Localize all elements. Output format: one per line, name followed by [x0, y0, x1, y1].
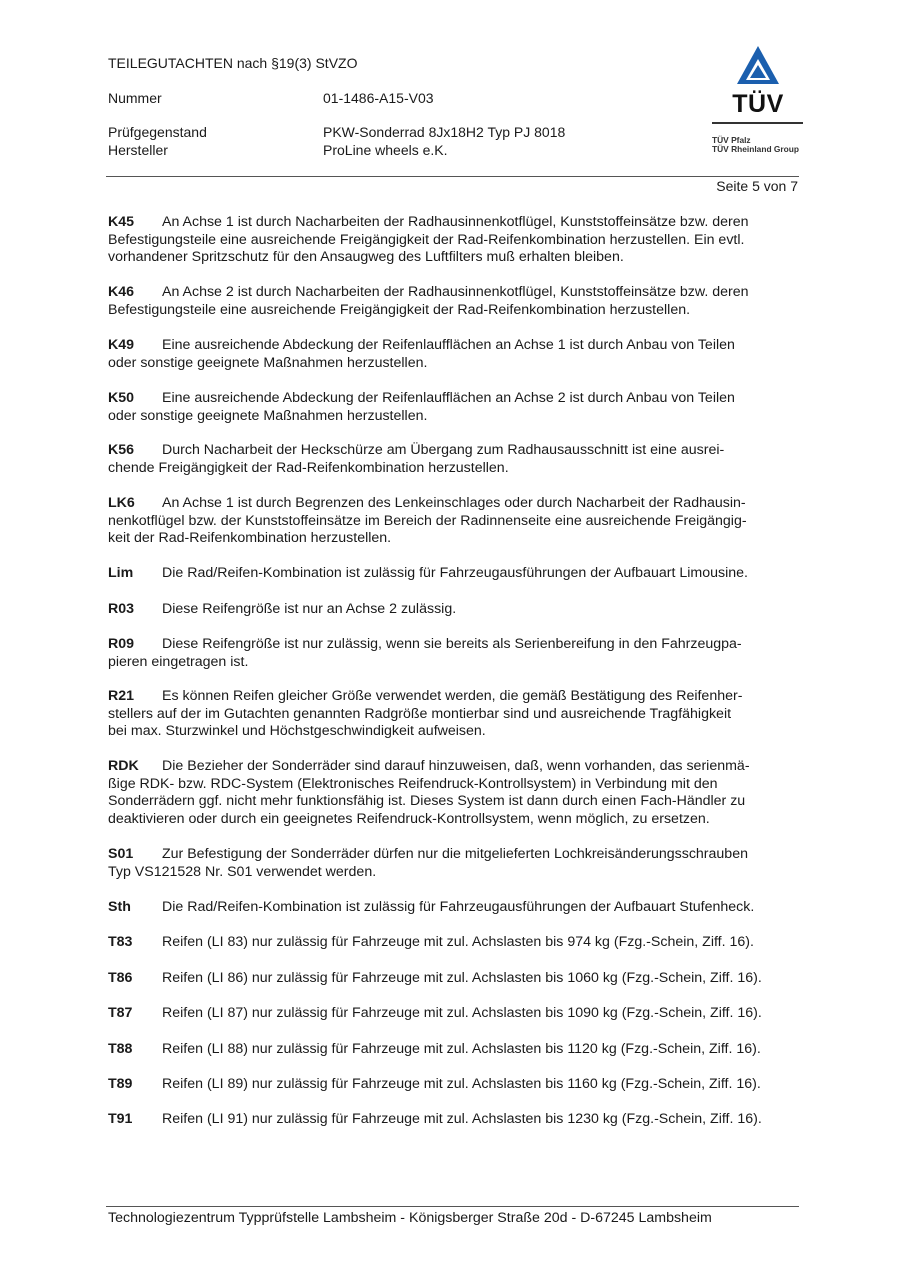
note-code: R03	[108, 601, 135, 617]
note-item	[108, 688, 798, 741]
note-item	[108, 1076, 798, 1094]
logo-line-2: TÜV Rheinland Group	[712, 144, 800, 154]
note-text: bei max. Sturzwinkel und Höchstgeschwindigkeit aufweisen.	[108, 723, 486, 739]
note-text: Eine ausreichende Abdeckung der Reifenlaufflächen an Achse 1 ist durch Anbau von Teilen	[162, 337, 735, 353]
note-code: K46	[108, 284, 135, 300]
logo-line-1: TÜV Pfalz	[712, 135, 751, 145]
note-text: Die Rad/Reifen-Kombination ist zulässig für Fahrzeugausführungen der Aufbauart Stufenheck.	[162, 899, 755, 915]
note-text: An Achse 1 ist durch Nacharbeiten der Radhausinnenkotflügel, Kunststoffeinsätze bzw. deren	[162, 214, 749, 230]
note-code: RDK	[108, 758, 139, 774]
note-text: keit der Rad-Reifenkombination herzustellen.	[108, 530, 392, 546]
note-text: stellers auf der im Gutachten genannten Radgröße montierbar sind und ausreichende Tragfähigkeit	[108, 705, 732, 722]
note-line	[108, 232, 798, 250]
note-text: oder sonstige geeignete Maßnahmen herzustellen.	[108, 407, 428, 424]
number-label: Nummer	[108, 90, 162, 106]
note-line	[108, 846, 798, 864]
subject-label: Prüfgegenstand	[108, 124, 207, 140]
note-line	[108, 934, 798, 952]
note-item	[108, 1111, 798, 1129]
note-item	[108, 565, 798, 583]
note-text: nenkotflügel bzw. der Kunststoffeinsätze im Bereich der Radinnenseite eine ausreichende Freigängig-	[108, 512, 747, 529]
note-item	[108, 214, 798, 267]
note-text: Reifen (LI 86) nur zulässig für Fahrzeuge mit zul. Achslasten bis 1060 kg (Fzg.-Schein, Ziff. 16).	[162, 970, 762, 986]
note-line	[108, 249, 798, 267]
note-line	[108, 811, 798, 829]
note-line	[108, 1041, 798, 1059]
note-text: Reifen (LI 88) nur zulässig für Fahrzeuge mit zul. Achslasten bis 1120 kg (Fzg.-Schein, Ziff. 16).	[162, 1041, 761, 1057]
note-code: T91	[108, 1111, 133, 1127]
note-line	[108, 1005, 798, 1023]
note-item	[108, 970, 798, 988]
tuv-logo	[712, 44, 804, 156]
note-item	[108, 1005, 798, 1023]
note-line	[108, 636, 798, 654]
note-code: K49	[108, 337, 135, 353]
note-line	[108, 495, 798, 513]
note-item	[108, 758, 798, 828]
note-line	[108, 601, 798, 619]
footer-address: Technologiezentrum Typprüfstelle Lambsheim - Königsberger Straße 20d - D-67245 Lambsheim	[108, 1210, 712, 1226]
note-text: Durch Nacharbeit der Heckschürze am Übergang zum Radhausausschnitt ist eine ausrei-	[162, 442, 725, 458]
note-code: K45	[108, 214, 135, 230]
logo-divider	[712, 122, 803, 124]
note-text: Reifen (LI 83) nur zulässig für Fahrzeuge mit zul. Achslasten bis 974 kg (Fzg.-Schein, Ziff. 16).	[162, 934, 754, 950]
note-text: Diese Reifengröße ist nur an Achse 2 zulässig.	[162, 601, 457, 617]
manufacturer-label: Hersteller	[108, 142, 168, 158]
note-text: Die Bezieher der Sonderräder sind darauf hinzuweisen, daß, wenn vorhanden, das serienmä-	[162, 758, 750, 774]
note-line	[108, 723, 798, 741]
note-line	[108, 654, 798, 672]
note-code: T88	[108, 1041, 133, 1057]
note-line	[108, 776, 798, 794]
note-code: T83	[108, 934, 133, 950]
note-item	[108, 601, 798, 619]
note-line	[108, 864, 798, 882]
note-text: Reifen (LI 89) nur zulässig für Fahrzeuge mit zul. Achslasten bis 1160 kg (Fzg.-Schein, Ziff. 16).	[162, 1076, 761, 1092]
note-code: R21	[108, 688, 135, 704]
note-line	[108, 793, 798, 811]
note-line	[108, 513, 798, 531]
note-code: T87	[108, 1005, 133, 1021]
note-code: S01	[108, 846, 134, 862]
note-text: Reifen (LI 87) nur zulässig für Fahrzeuge mit zul. Achslasten bis 1090 kg (Fzg.-Schein, Ziff. 16).	[162, 1005, 762, 1021]
note-line	[108, 214, 798, 232]
note-line	[108, 442, 798, 460]
note-line	[108, 899, 798, 917]
page-indicator: Seite 5 von 7	[716, 178, 798, 194]
logo-wordmark: TÜV	[732, 90, 784, 118]
note-text: Befestigungsteile eine ausreichende Freigängigkeit der Rad-Reifenkombination herzustellen. Ein evtl.	[108, 231, 745, 248]
note-line	[108, 390, 798, 408]
note-item	[108, 899, 798, 917]
note-item	[108, 284, 798, 319]
note-code: Sth	[108, 899, 131, 915]
note-code: T86	[108, 970, 133, 986]
note-text: vorhandener Spritzschutz für den Ansaugweg des Luftfilters muß erhalten bleiben.	[108, 249, 624, 265]
note-line	[108, 408, 798, 426]
note-line	[108, 337, 798, 355]
note-item	[108, 442, 798, 477]
note-item	[108, 495, 798, 548]
note-item	[108, 934, 798, 952]
note-text: Die Rad/Reifen-Kombination ist zulässig für Fahrzeugausführungen der Aufbauart Limousine.	[162, 565, 748, 581]
document-title: TEILEGUTACHTEN nach §19(3) StVZO	[108, 55, 358, 71]
note-item	[108, 337, 798, 372]
note-text: pieren eingetragen ist.	[108, 653, 249, 670]
note-line	[108, 460, 798, 478]
note-text: Es können Reifen gleicher Größe verwendet werden, die gemäß Bestätigung des Reifenher-	[162, 688, 743, 704]
note-line	[108, 1076, 798, 1094]
note-text: Diese Reifengröße ist nur zulässig, wenn sie bereits als Serienbereifung in den Fahrzeugpa-	[162, 636, 742, 652]
note-code: LK6	[108, 495, 135, 511]
note-text: chende Freigängigkeit der Rad-Reifenkombination herzustellen.	[108, 459, 509, 476]
note-text: Befestigungsteile eine ausreichende Freigängigkeit der Rad-Reifenkombination herzustellen.	[108, 301, 691, 318]
note-text: Reifen (LI 91) nur zulässig für Fahrzeuge mit zul. Achslasten bis 1230 kg (Fzg.-Schein, Ziff. 16).	[162, 1111, 762, 1127]
note-item	[108, 636, 798, 671]
note-line	[108, 302, 798, 320]
note-text: An Achse 2 ist durch Nacharbeiten der Radhausinnenkotflügel, Kunststoffeinsätze bzw. deren	[162, 284, 749, 300]
note-text: ßige RDK- bzw. RDC-System (Elektronisches Reifendruck-Kontrollsystem) in Verbindung mit den	[108, 775, 718, 792]
tuv-triangle-icon	[712, 44, 804, 90]
subject-value: PKW-Sonderrad 8Jx18H2 Typ PJ 8018	[323, 124, 566, 140]
note-code: R09	[108, 636, 135, 652]
note-line	[108, 706, 798, 724]
note-line	[108, 530, 798, 548]
note-text: deaktivieren oder durch ein geeignetes Reifendruck-Kontrollsystem, wenn möglich, zu ersetzen.	[108, 810, 710, 827]
note-line	[108, 355, 798, 373]
header-rule	[106, 176, 799, 177]
note-text: Zur Befestigung der Sonderräder dürfen nur die mitgelieferten Lochkreisänderungsschrauben	[162, 846, 748, 862]
note-code: Lim	[108, 565, 134, 581]
manufacturer-value: ProLine wheels e.K.	[323, 142, 448, 158]
number-value: 01-1486-A15-V03	[323, 90, 434, 106]
note-text: Eine ausreichende Abdeckung der Reifenlaufflächen an Achse 2 ist durch Anbau von Teilen	[162, 390, 735, 406]
note-item	[108, 1041, 798, 1059]
note-text: Typ VS121528 Nr. S01 verwendet werden.	[108, 863, 377, 880]
note-text: An Achse 1 ist durch Begrenzen des Lenkeinschlages oder durch Nacharbeit der Radhausin-	[162, 495, 746, 511]
footer-rule	[106, 1206, 799, 1207]
note-text: oder sonstige geeignete Maßnahmen herzustellen.	[108, 354, 428, 371]
note-code: K50	[108, 390, 135, 406]
note-line	[108, 284, 798, 302]
note-line	[108, 688, 798, 706]
note-line	[108, 1111, 798, 1129]
note-item	[108, 846, 798, 881]
note-text: Sonderrädern ggf. nicht mehr funktionsfähig ist. Dieses System ist dann durch einen Fach-Händler zu	[108, 793, 746, 809]
note-code: T89	[108, 1076, 133, 1092]
note-line	[108, 565, 798, 583]
note-code: K56	[108, 442, 135, 458]
note-line	[108, 758, 798, 776]
note-line	[108, 970, 798, 988]
note-item	[108, 390, 798, 425]
